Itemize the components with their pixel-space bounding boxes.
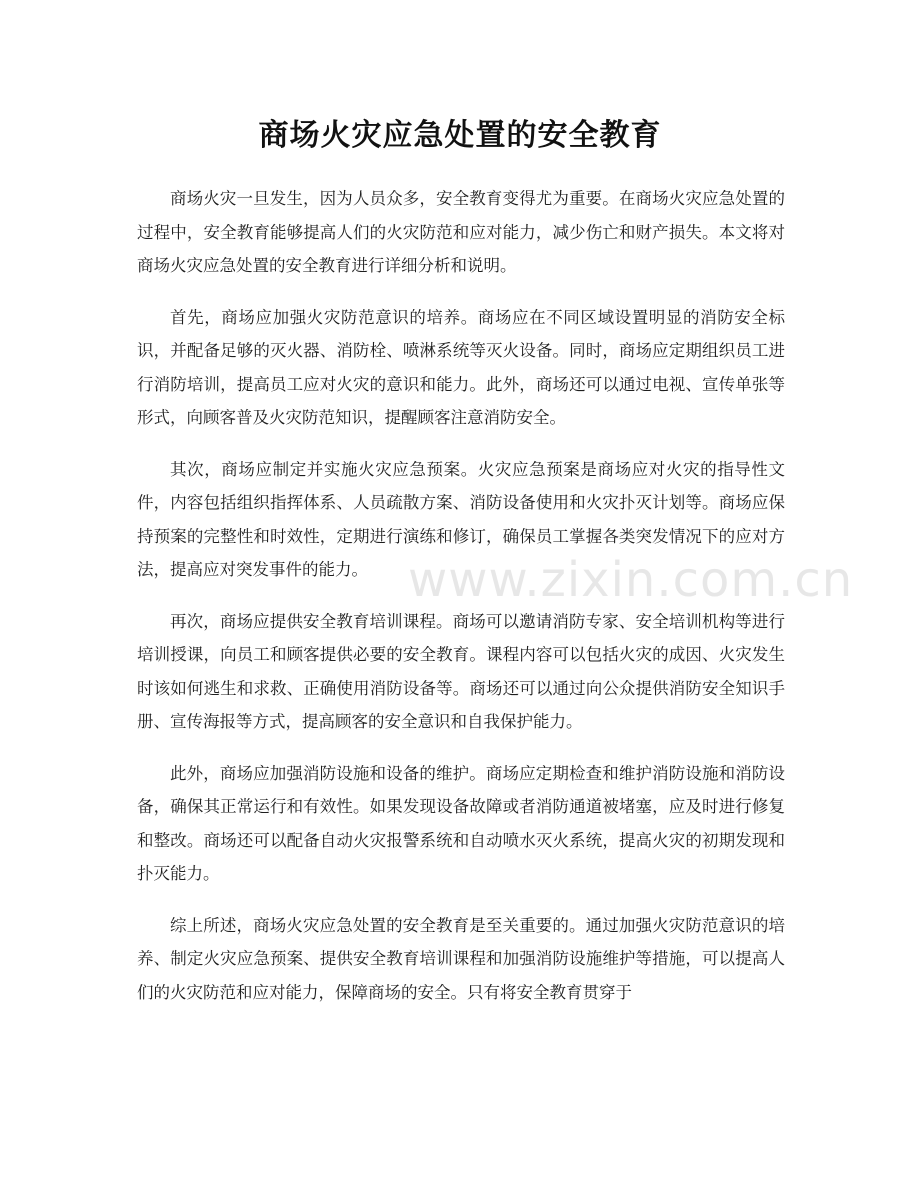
- paragraph-emergency-plan: 其次，商场应制定并实施火灾应急预案。火灾应急预案是商场应对火灾的指导性文件，内容包括组织指挥体系、人员疏散方案、消防设备使用和火灾扑灭计划等。商场应保持预案的完整性和时效性，定期进行演练和修订，确保员工掌握各类突发情况下的应对方法，提高应对突发事件的能力。: [137, 459, 785, 579]
- paragraph-awareness: 首先，商场应加强火灾防范意识的培养。商场应在不同区域设置明显的消防安全标识，并配备足够的灭火器、消防栓、喷淋系统等灭火设备。同时，商场应定期组织员工进行消防培训，提高员工应对火灾的意识和能力。此外，商场还可以通过电视、宣传单张等形式，向顾客普及火灾防范知识，提醒顾客注意消防安全。: [137, 307, 785, 427]
- watermark: www.zixin.com.cn: [408, 552, 854, 608]
- document-title: 商场火灾应急处置的安全教育: [258, 118, 662, 153]
- paragraph-intro: 商场火灾一旦发生，因为人员众多，安全教育变得尤为重要。在商场火灾应急处置的过程中，安全教育能够提高人们的火灾防范和应对能力，减少伤亡和财产损失。本文将对商场火灾应急处置的安全教育进行详细分析和说明。: [137, 189, 785, 275]
- document-body: [137, 182, 785, 1027]
- paragraph-training: 再次，商场应提供安全教育培训课程。商场可以邀请消防专家、安全培训机构等进行培训授课，向员工和顾客提供必要的安全教育。课程内容可以包括火灾的成因、火灾发生时该如何逃生和求救、正确使用消防设备等。商场还可以通过向公众提供消防安全知识手册、宣传海报等方式，提高顾客的安全意识和自我保护能力。: [137, 611, 785, 731]
- paragraph-conclusion: 综上所述，商场火灾应急处置的安全教育是至关重要的。通过加强火灾防范意识的培养、制定火灾应急预案、提供安全教育培训课程和加强消防设施维护等措施，可以提高人们的火灾防范和应对能力，保障商场的安全。只有将安全教育贯穿于: [137, 915, 785, 1002]
- paragraph-maintenance: 此外，商场应加强消防设施和设备的维护。商场应定期检查和维护消防设施和消防设备，确保其正常运行和有效性。如果发现设备故障或者消防通道被堵塞，应及时进行修复和整改。商场还可以配备自动火灾报警系统和自动喷水灭火系统，提高火灾的初期发现和扑灭能力。: [137, 763, 785, 883]
